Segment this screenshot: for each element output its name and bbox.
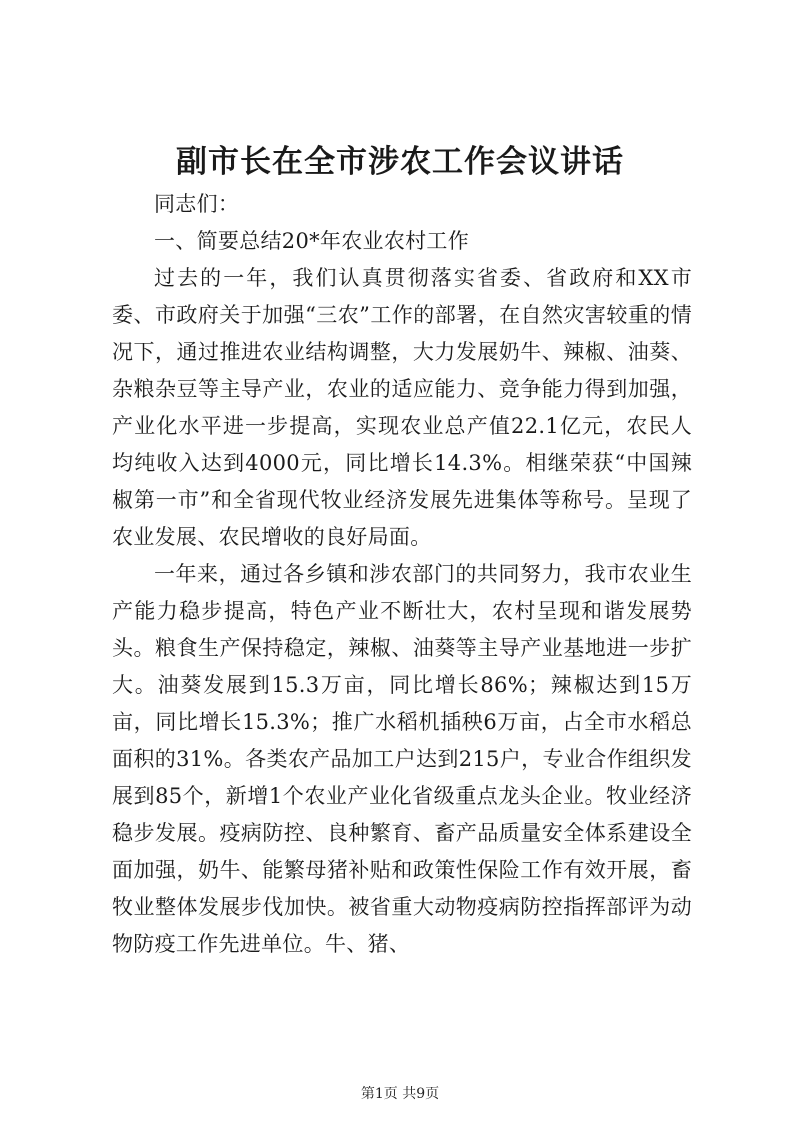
document-title: 副市长在全市涉农工作会议讲话 bbox=[176, 144, 624, 180]
salutation-paragraph: 同志们： bbox=[154, 192, 240, 216]
body-paragraph: 过去的一年，我们认真贯彻落实省委、省政府和XX市委、市政府关于加强“三农”工作的部署，在自然灾害较重的情况下，通过推进农业结构调整，大力发展奶牛、辣椒、油葵、杂粮杂豆等主导产业，农业的适应能力、竞争能力得到加强，产业化水平进一步提高，实现农业总产值22.1亿元，农民人均纯收入达到4000元，同比增长14.3%。相继荣获“中国辣椒第一市”和全省现代牧业经济发展先进集体等称号。呈现了农业发展、农民增收的良好局面。 bbox=[112, 266, 692, 549]
page-number-footer: 第1页 共9页 bbox=[360, 1086, 440, 1102]
document-body bbox=[112, 186, 692, 963]
section-heading-paragraph: 一、简要总结20*年农业农村工作 bbox=[154, 229, 470, 253]
body-paragraph: 一年来，通过各乡镇和涉农部门的共同努力，我市农业生产能力稳步提高，特色产业不断壮大，农村呈现和谐发展势头。粮食生产保持稳定，辣椒、油葵等主导产业基地进一步扩大。油葵发展到15.3万亩，同比增长86%；辣椒达到15万亩，同比增长15.3%；推广水稻机插秧6万亩，占全市水稻总面积的31%。各类农产品加工户达到215户，专业合作组织发展到85个，新增1个农业产业化省级重点龙头企业。牧业经济稳步发展。疫病防控、良种繁育、畜产品质量安全体系建设全面加强，奶牛、能繁母猪补贴和政策性保险工作有效开展，畜牧业整体发展步伐加快。被省重大动物疫病防控指挥部评为动物防疫工作先进单位。牛、猪、 bbox=[112, 562, 692, 956]
